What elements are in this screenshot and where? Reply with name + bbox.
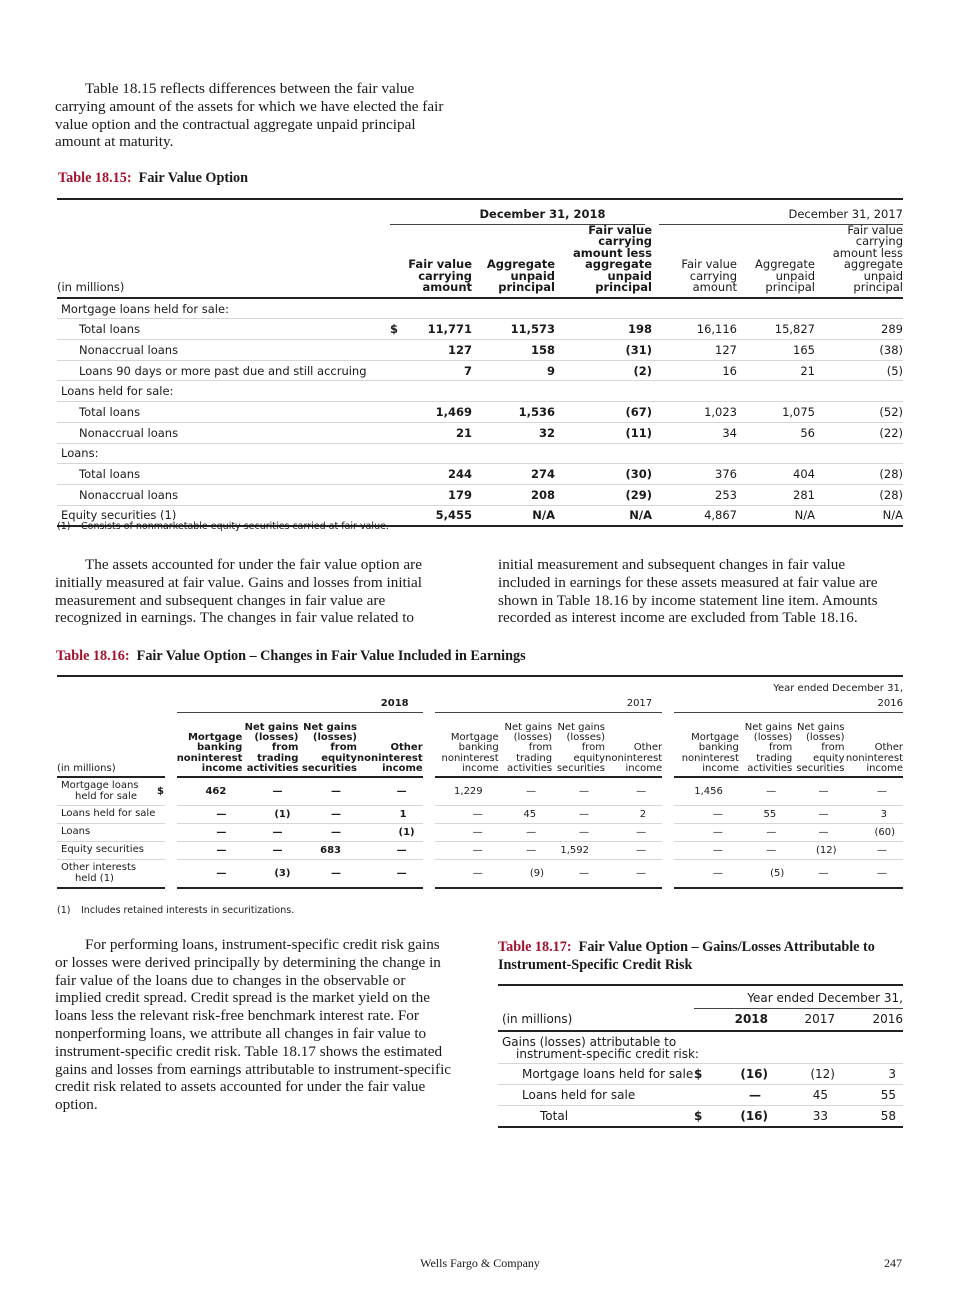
column-header: Mortgage banking noninterest income bbox=[171, 713, 243, 778]
currency-symbol bbox=[390, 422, 404, 443]
table-cell: — bbox=[298, 824, 357, 842]
table-cell: — bbox=[171, 842, 243, 860]
table-cell: 3 bbox=[835, 1063, 903, 1084]
table-cell: 1,229 bbox=[429, 777, 499, 806]
table-cell: (1) bbox=[242, 806, 298, 824]
table-cell: (52) bbox=[815, 402, 903, 423]
table-row bbox=[57, 777, 903, 806]
table-cell: (31) bbox=[555, 340, 652, 361]
table-cell: (30) bbox=[555, 464, 652, 485]
unit-label: (in millions) bbox=[57, 713, 157, 778]
table-cell: (38) bbox=[815, 340, 903, 361]
currency-symbol bbox=[157, 806, 171, 824]
table-cell: — bbox=[845, 777, 903, 806]
table-cell: — bbox=[499, 842, 552, 860]
middle-right-paragraph: initial measurement and subsequent changes in fair value included in earnings for these assets measured at fair value are shown in Table 18.16 by income statement line item. Amounts recorded as interest income are excluded from Table 18.16. bbox=[498, 556, 878, 627]
table-cell: — bbox=[668, 860, 739, 889]
table-cell: (28) bbox=[815, 484, 903, 505]
table-row bbox=[57, 381, 903, 402]
column-header: Mortgage banking noninterest income bbox=[668, 713, 739, 778]
col-fair-value-2017: Fair value carrying amount bbox=[652, 224, 737, 298]
table-cell: 58 bbox=[835, 1106, 903, 1128]
table-cell: 208 bbox=[472, 484, 555, 505]
table-number: Table 18.16: bbox=[56, 648, 130, 664]
table-cell: 4,867 bbox=[652, 505, 737, 526]
year-2017-header: 2017 bbox=[429, 695, 669, 713]
table-cell: — bbox=[605, 842, 668, 860]
table-cell: 127 bbox=[652, 340, 737, 361]
table-cell: 179 bbox=[404, 484, 472, 505]
footer-company: Wells Fargo & Company bbox=[420, 1256, 540, 1270]
table-title-text: Fair Value Option – Gains/Losses Attributable to Instrument-Specific Credit Risk bbox=[498, 939, 875, 973]
table-cell: — bbox=[668, 806, 739, 824]
table-cell: 1,456 bbox=[668, 777, 739, 806]
table-cell: 1,469 bbox=[404, 402, 472, 423]
fair-value-option-table bbox=[57, 198, 903, 527]
row-label: Loans: bbox=[57, 443, 390, 464]
column-header: Mortgage banking noninterest income bbox=[429, 713, 499, 778]
col-difference-2018: Fair value carrying amount less aggregate unpaid principal bbox=[555, 224, 652, 298]
column-header: Net gains (losses) from equity securities bbox=[298, 713, 357, 778]
section-label: Gains (losses) attributable to instrument-specific credit risk: bbox=[498, 1031, 903, 1064]
table-cell: 1,592 bbox=[552, 842, 605, 860]
table-cell: — bbox=[242, 842, 298, 860]
row-label: Nonaccrual loans bbox=[57, 422, 390, 443]
table-cell: — bbox=[739, 824, 792, 842]
table-cell: 289 bbox=[815, 319, 903, 340]
table-cell: 15,827 bbox=[737, 319, 815, 340]
table-cell: N/A bbox=[555, 505, 652, 526]
table-cell: 21 bbox=[404, 422, 472, 443]
column-header: Other noninterest income bbox=[605, 713, 668, 778]
col-aggregate-2018: Aggregate unpaid principal bbox=[472, 224, 555, 298]
table-row bbox=[57, 842, 903, 860]
table-row bbox=[57, 443, 903, 464]
bottom-left-paragraph: For performing loans, instrument-specific credit risk gains or losses were derived principally by determining the change in fair value of the loans due to changes in the observable or implied credit spread. Credit spread is the market yield on the loans less the relevant risk-free benchmark interest rate. For nonperforming loans, we attribute all changes in fair value to instrument-specific credit risk. Table 18.17 shows the estimated gains and losses from earnings attributable to instrument-specific credit risk related to assets accounted for under the fair value option. bbox=[55, 936, 452, 1114]
year-2016-header: 2016 bbox=[668, 695, 903, 713]
table-cell: 21 bbox=[737, 360, 815, 381]
table-cell: — bbox=[242, 777, 298, 806]
table-cell: (12) bbox=[792, 842, 844, 860]
table-cell: 56 bbox=[737, 422, 815, 443]
table-cell: 5,455 bbox=[404, 505, 472, 526]
page-number: 247 bbox=[884, 1256, 902, 1270]
currency-symbol: $ bbox=[694, 1106, 710, 1128]
row-label: Loans held for sale: bbox=[57, 381, 390, 402]
row-label: Equity securities (1) bbox=[57, 505, 390, 526]
table-cell: — bbox=[668, 824, 739, 842]
currency-symbol bbox=[390, 360, 404, 381]
table-cell: (2) bbox=[555, 360, 652, 381]
table-cell: — bbox=[845, 860, 903, 889]
row-label: Mortgage loans held for sale: bbox=[57, 298, 390, 319]
row-label: Other interests held (1) bbox=[57, 860, 157, 889]
table-cell: 3 bbox=[845, 806, 903, 824]
table-cell: — bbox=[429, 860, 499, 889]
table-title-text: Fair Value Option bbox=[138, 170, 248, 186]
table-title-text: Fair Value Option – Changes in Fair Value Included in Earnings bbox=[136, 648, 526, 664]
table-cell: 404 bbox=[737, 464, 815, 485]
table-row bbox=[57, 360, 903, 381]
table-row bbox=[498, 1063, 903, 1084]
currency-symbol bbox=[390, 443, 404, 464]
table-cell: — bbox=[605, 860, 668, 889]
period-header-2017: December 31, 2017 bbox=[652, 204, 903, 224]
table-cell: (9) bbox=[499, 860, 552, 889]
table-cell: 55 bbox=[835, 1084, 903, 1105]
year-2018-header: 2018 bbox=[710, 1009, 768, 1031]
currency-symbol bbox=[157, 860, 171, 889]
table-cell: 683 bbox=[298, 842, 357, 860]
table-cell: — bbox=[792, 824, 844, 842]
table-cell: 198 bbox=[555, 319, 652, 340]
table-cell: — bbox=[357, 777, 429, 806]
table-cell: 34 bbox=[652, 422, 737, 443]
table-cell: 1,075 bbox=[737, 402, 815, 423]
row-label: Nonaccrual loans bbox=[57, 484, 390, 505]
table-cell: 127 bbox=[404, 340, 472, 361]
table-cell: — bbox=[171, 806, 243, 824]
table-cell: — bbox=[552, 824, 605, 842]
table-row bbox=[57, 484, 903, 505]
table-cell: — bbox=[739, 777, 792, 806]
table-cell: (28) bbox=[815, 464, 903, 485]
period-label: Year ended December 31, bbox=[694, 988, 903, 1009]
table-cell: — bbox=[605, 777, 668, 806]
table-number: Table 18.17: bbox=[498, 939, 572, 955]
table-cell: — bbox=[429, 842, 499, 860]
currency-symbol bbox=[390, 505, 404, 526]
table-cell: 32 bbox=[472, 422, 555, 443]
col-fair-value-2018: Fair value carrying amount bbox=[404, 224, 472, 298]
table-cell: (5) bbox=[815, 360, 903, 381]
table-cell: — bbox=[792, 777, 844, 806]
table-row bbox=[57, 824, 903, 842]
table-cell: — bbox=[429, 806, 499, 824]
table-cell: (60) bbox=[845, 824, 903, 842]
table-cell: — bbox=[845, 842, 903, 860]
currency-symbol bbox=[157, 842, 171, 860]
table-18-16-title bbox=[56, 648, 526, 665]
table-cell: — bbox=[668, 842, 739, 860]
row-label: Total loans bbox=[57, 464, 390, 485]
table-cell: 274 bbox=[472, 464, 555, 485]
currency-symbol bbox=[390, 464, 404, 485]
table-18-15-title bbox=[58, 170, 248, 187]
table-cell: (22) bbox=[815, 422, 903, 443]
table-cell: — bbox=[357, 842, 429, 860]
table-cell: (29) bbox=[555, 484, 652, 505]
column-header: Other noninterest income bbox=[357, 713, 429, 778]
table-cell: — bbox=[499, 777, 552, 806]
table-cell: — bbox=[792, 806, 844, 824]
currency-symbol: $ bbox=[390, 319, 404, 340]
row-label: Mortgage loans held for sale bbox=[498, 1063, 694, 1084]
row-label: Nonaccrual loans bbox=[57, 340, 390, 361]
row-label: Equity securities bbox=[57, 842, 157, 860]
table-cell: 253 bbox=[652, 484, 737, 505]
row-label: Loans 90 days or more past due and still accruing bbox=[57, 360, 390, 381]
column-header: Net gains (losses) from trading activities bbox=[242, 713, 298, 778]
table-cell: 1,536 bbox=[472, 402, 555, 423]
table-cell: N/A bbox=[472, 505, 555, 526]
table-cell: — bbox=[242, 824, 298, 842]
credit-risk-gains-table bbox=[498, 984, 903, 1128]
table-row bbox=[57, 806, 903, 824]
period-header-2018: December 31, 2018 bbox=[390, 204, 652, 224]
table-row bbox=[57, 860, 903, 889]
unit-label: (in millions) bbox=[498, 1009, 694, 1031]
year-2017-header: 2017 bbox=[768, 1009, 835, 1031]
table-row bbox=[57, 464, 903, 485]
table-cell: — bbox=[552, 806, 605, 824]
table-cell: N/A bbox=[737, 505, 815, 526]
intro-paragraph: Table 18.15 reflects differences between the fair value carrying amount of the assets for which we have elected the fair value option and the contractual aggregate unpaid principal amount at maturity. bbox=[55, 80, 444, 151]
table-cell: (16) bbox=[710, 1106, 768, 1128]
table-cell: 11,573 bbox=[472, 319, 555, 340]
currency-symbol bbox=[157, 824, 171, 842]
table-cell: (16) bbox=[710, 1063, 768, 1084]
column-header: Net gains (losses) from trading activities bbox=[499, 713, 552, 778]
middle-left-paragraph: The assets accounted for under the fair value option are initially measured at fair value. Gains and losses from initial measurement and subsequent changes in fair value are recognized in earnings. The changes in fair value related to bbox=[55, 556, 422, 627]
row-label: Mortgage loans held for sale bbox=[57, 777, 157, 806]
table-cell: — bbox=[171, 860, 243, 889]
table-cell: — bbox=[792, 860, 844, 889]
table-cell: 2 bbox=[605, 806, 668, 824]
column-header: Other noninterest income bbox=[845, 713, 903, 778]
table-cell: 244 bbox=[404, 464, 472, 485]
table-cell: — bbox=[710, 1084, 768, 1105]
year-2018-header: 2018 bbox=[171, 695, 429, 713]
table-cell: 1 bbox=[357, 806, 429, 824]
table-cell: 1,023 bbox=[652, 402, 737, 423]
table-number: Table 18.15: bbox=[58, 170, 132, 186]
column-header: Net gains (losses) from trading activities bbox=[739, 713, 792, 778]
table-cell: — bbox=[552, 860, 605, 889]
table-cell: 55 bbox=[739, 806, 792, 824]
currency-symbol: $ bbox=[157, 777, 171, 806]
table-cell: N/A bbox=[815, 505, 903, 526]
table-cell: (5) bbox=[739, 860, 792, 889]
table-cell: 45 bbox=[499, 806, 552, 824]
year-2016-header: 2016 bbox=[835, 1009, 903, 1031]
table-cell: (67) bbox=[555, 402, 652, 423]
row-label: Loans bbox=[57, 824, 157, 842]
table-cell: 7 bbox=[404, 360, 472, 381]
table-18-17-title bbox=[498, 938, 903, 974]
table-row bbox=[57, 402, 903, 423]
table-cell: 165 bbox=[737, 340, 815, 361]
table-cell: — bbox=[499, 824, 552, 842]
table-row bbox=[57, 340, 903, 361]
row-label: Total bbox=[498, 1106, 694, 1128]
col-aggregate-2017: Aggregate unpaid principal bbox=[737, 224, 815, 298]
table-cell: 281 bbox=[737, 484, 815, 505]
table-cell: 33 bbox=[768, 1106, 835, 1128]
table-18-16-footnote: (1) Includes retained interests in securitizations. bbox=[57, 905, 295, 916]
table-18-15-footnote: (1) Consists of nonmarketable equity securities carried at fair value. bbox=[57, 521, 389, 532]
table-row bbox=[57, 298, 903, 319]
table-cell: — bbox=[171, 824, 243, 842]
currency-symbol bbox=[694, 1084, 710, 1105]
table-cell: (3) bbox=[242, 860, 298, 889]
table-cell: — bbox=[429, 824, 499, 842]
table-cell: — bbox=[739, 842, 792, 860]
row-label: Loans held for sale bbox=[57, 806, 157, 824]
col-difference-2017: Fair value carrying amount less aggregate unpaid principal bbox=[815, 224, 903, 298]
column-header: Net gains (losses) from equity securities bbox=[792, 713, 844, 778]
table-cell: — bbox=[298, 860, 357, 889]
row-label: Loans held for sale bbox=[498, 1084, 694, 1105]
table-cell: (12) bbox=[768, 1063, 835, 1084]
table-row bbox=[57, 319, 903, 340]
currency-symbol bbox=[390, 340, 404, 361]
table-cell: 16 bbox=[652, 360, 737, 381]
currency-symbol bbox=[390, 484, 404, 505]
table-cell: — bbox=[298, 806, 357, 824]
changes-in-fair-value-table bbox=[57, 675, 903, 889]
table-row bbox=[498, 1084, 903, 1105]
table-cell: 158 bbox=[472, 340, 555, 361]
table-cell: 11,771 bbox=[404, 319, 472, 340]
table-cell: — bbox=[298, 777, 357, 806]
table-row bbox=[57, 422, 903, 443]
unit-label: (in millions) bbox=[57, 224, 390, 298]
table-cell: — bbox=[552, 777, 605, 806]
table-cell: (1) bbox=[357, 824, 429, 842]
currency-symbol bbox=[390, 402, 404, 423]
table-cell: 462 bbox=[171, 777, 243, 806]
currency-symbol: $ bbox=[694, 1063, 710, 1084]
table-cell: 45 bbox=[768, 1084, 835, 1105]
table-cell: 16,116 bbox=[652, 319, 737, 340]
row-label: Total loans bbox=[57, 402, 390, 423]
row-label: Total loans bbox=[57, 319, 390, 340]
currency-symbol bbox=[390, 381, 404, 402]
table-cell: (11) bbox=[555, 422, 652, 443]
table-row bbox=[498, 1106, 903, 1128]
table-cell: — bbox=[357, 860, 429, 889]
period-label: Year ended December 31, bbox=[773, 683, 903, 694]
column-header: Net gains (losses) from equity securities bbox=[552, 713, 605, 778]
table-cell: — bbox=[605, 824, 668, 842]
table-cell: 376 bbox=[652, 464, 737, 485]
table-cell: 9 bbox=[472, 360, 555, 381]
currency-symbol bbox=[390, 298, 404, 319]
